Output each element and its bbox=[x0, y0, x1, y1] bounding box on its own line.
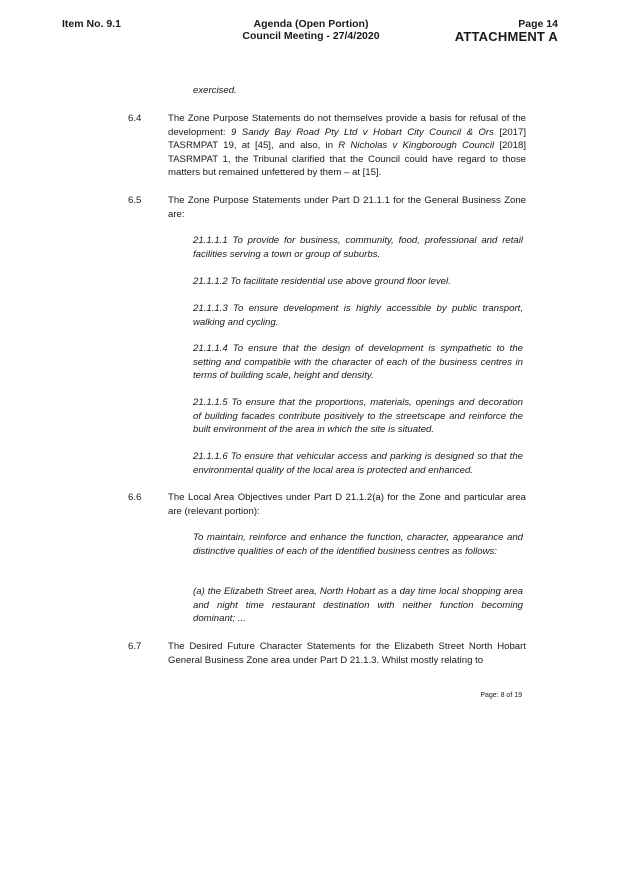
section-6-6-paragraph: The Local Area Objectives under Part D 21.1.2(a) for the Zone and particular area are (relevant portion): bbox=[168, 492, 526, 517]
local-objective-a: (a) the Elizabeth Street area, North Hobart as a day time local shopping area and night time restaurant destination with neither function becoming dominant; ... bbox=[193, 586, 523, 625]
s64-text-2: [2017] TASRMPAT 19, at [45], and also, in bbox=[168, 126, 526, 152]
purpose-statement-4: 21.1.1.4 To ensure that the design of development is sympathetic to the setting and compatible with the character of each of the business centres in terms of building scale, height and density. bbox=[193, 343, 523, 382]
section-6-5-paragraph: The Zone Purpose Statements under Part D 21.1.1 for the General Business Zone are: bbox=[168, 195, 526, 220]
section-number-6-7: 6.7 bbox=[128, 641, 142, 652]
purpose-statement-2: 21.1.1.2 To facilitate residential use above ground floor level. bbox=[193, 276, 451, 287]
section-number-6-4: 6.4 bbox=[128, 113, 142, 124]
meeting-date: Council Meeting - 27/4/2020 bbox=[242, 30, 380, 42]
agenda-title: Agenda (Open Portion) bbox=[253, 18, 369, 30]
section-number-6-6: 6.6 bbox=[128, 492, 142, 503]
s64-text-3: [2018] TASRMPAT 1, the Tribunal clarified that the Council could have regard to those matters but remained unfettered by them – at [15]. bbox=[168, 140, 526, 179]
s64-case-2: R Nicholas v Kingborough Council bbox=[338, 140, 495, 152]
section-6-4-paragraph bbox=[168, 112, 526, 180]
s64-case-1: 9 Sandy Bay Road Pty Ltd v Hobart City Council & Ors bbox=[231, 126, 494, 138]
s64-text-1: The Zone Purpose Statements do not themselves provide a basis for refusal of the development: bbox=[168, 113, 526, 138]
purpose-statement-3: 21.1.1.3 To ensure development is highly accessible by public transport, walking and cycling. bbox=[193, 303, 523, 328]
item-number: Item No. 9.1 bbox=[62, 18, 121, 30]
purpose-statement-6: 21.1.1.6 To ensure that vehicular access and parking is designed so that the environmental quality of the local area is protected and enhanced. bbox=[193, 451, 523, 476]
page-counter: Page: 8 of 19 bbox=[480, 692, 522, 699]
page-number: Page 14 bbox=[518, 18, 558, 30]
section-number-6-5: 6.5 bbox=[128, 195, 142, 206]
continued-text: exercised. bbox=[193, 85, 237, 96]
page-header bbox=[455, 18, 558, 44]
section-6-7-paragraph: The Desired Future Character Statements for the Elizabeth Street North Hobart General Business Zone area under Part D 21.1.3. Whilst mostly relating to bbox=[168, 641, 526, 666]
purpose-statement-1: 21.1.1.1 To provide for business, community, food, professional and retail facilities serving a town or group of suburbs. bbox=[193, 235, 523, 260]
attachment-label: ATTACHMENT A bbox=[454, 29, 558, 44]
local-objective-intro: To maintain, reinforce and enhance the function, character, appearance and distinctive qualities of each of the identified business centres as follows: bbox=[193, 532, 523, 557]
purpose-statement-5: 21.1.1.5 To ensure that the proportions, materials, openings and decoration of building facades contribute positively to the streetscape and reinforce the built environment of the area in which the site is situated. bbox=[193, 397, 523, 436]
